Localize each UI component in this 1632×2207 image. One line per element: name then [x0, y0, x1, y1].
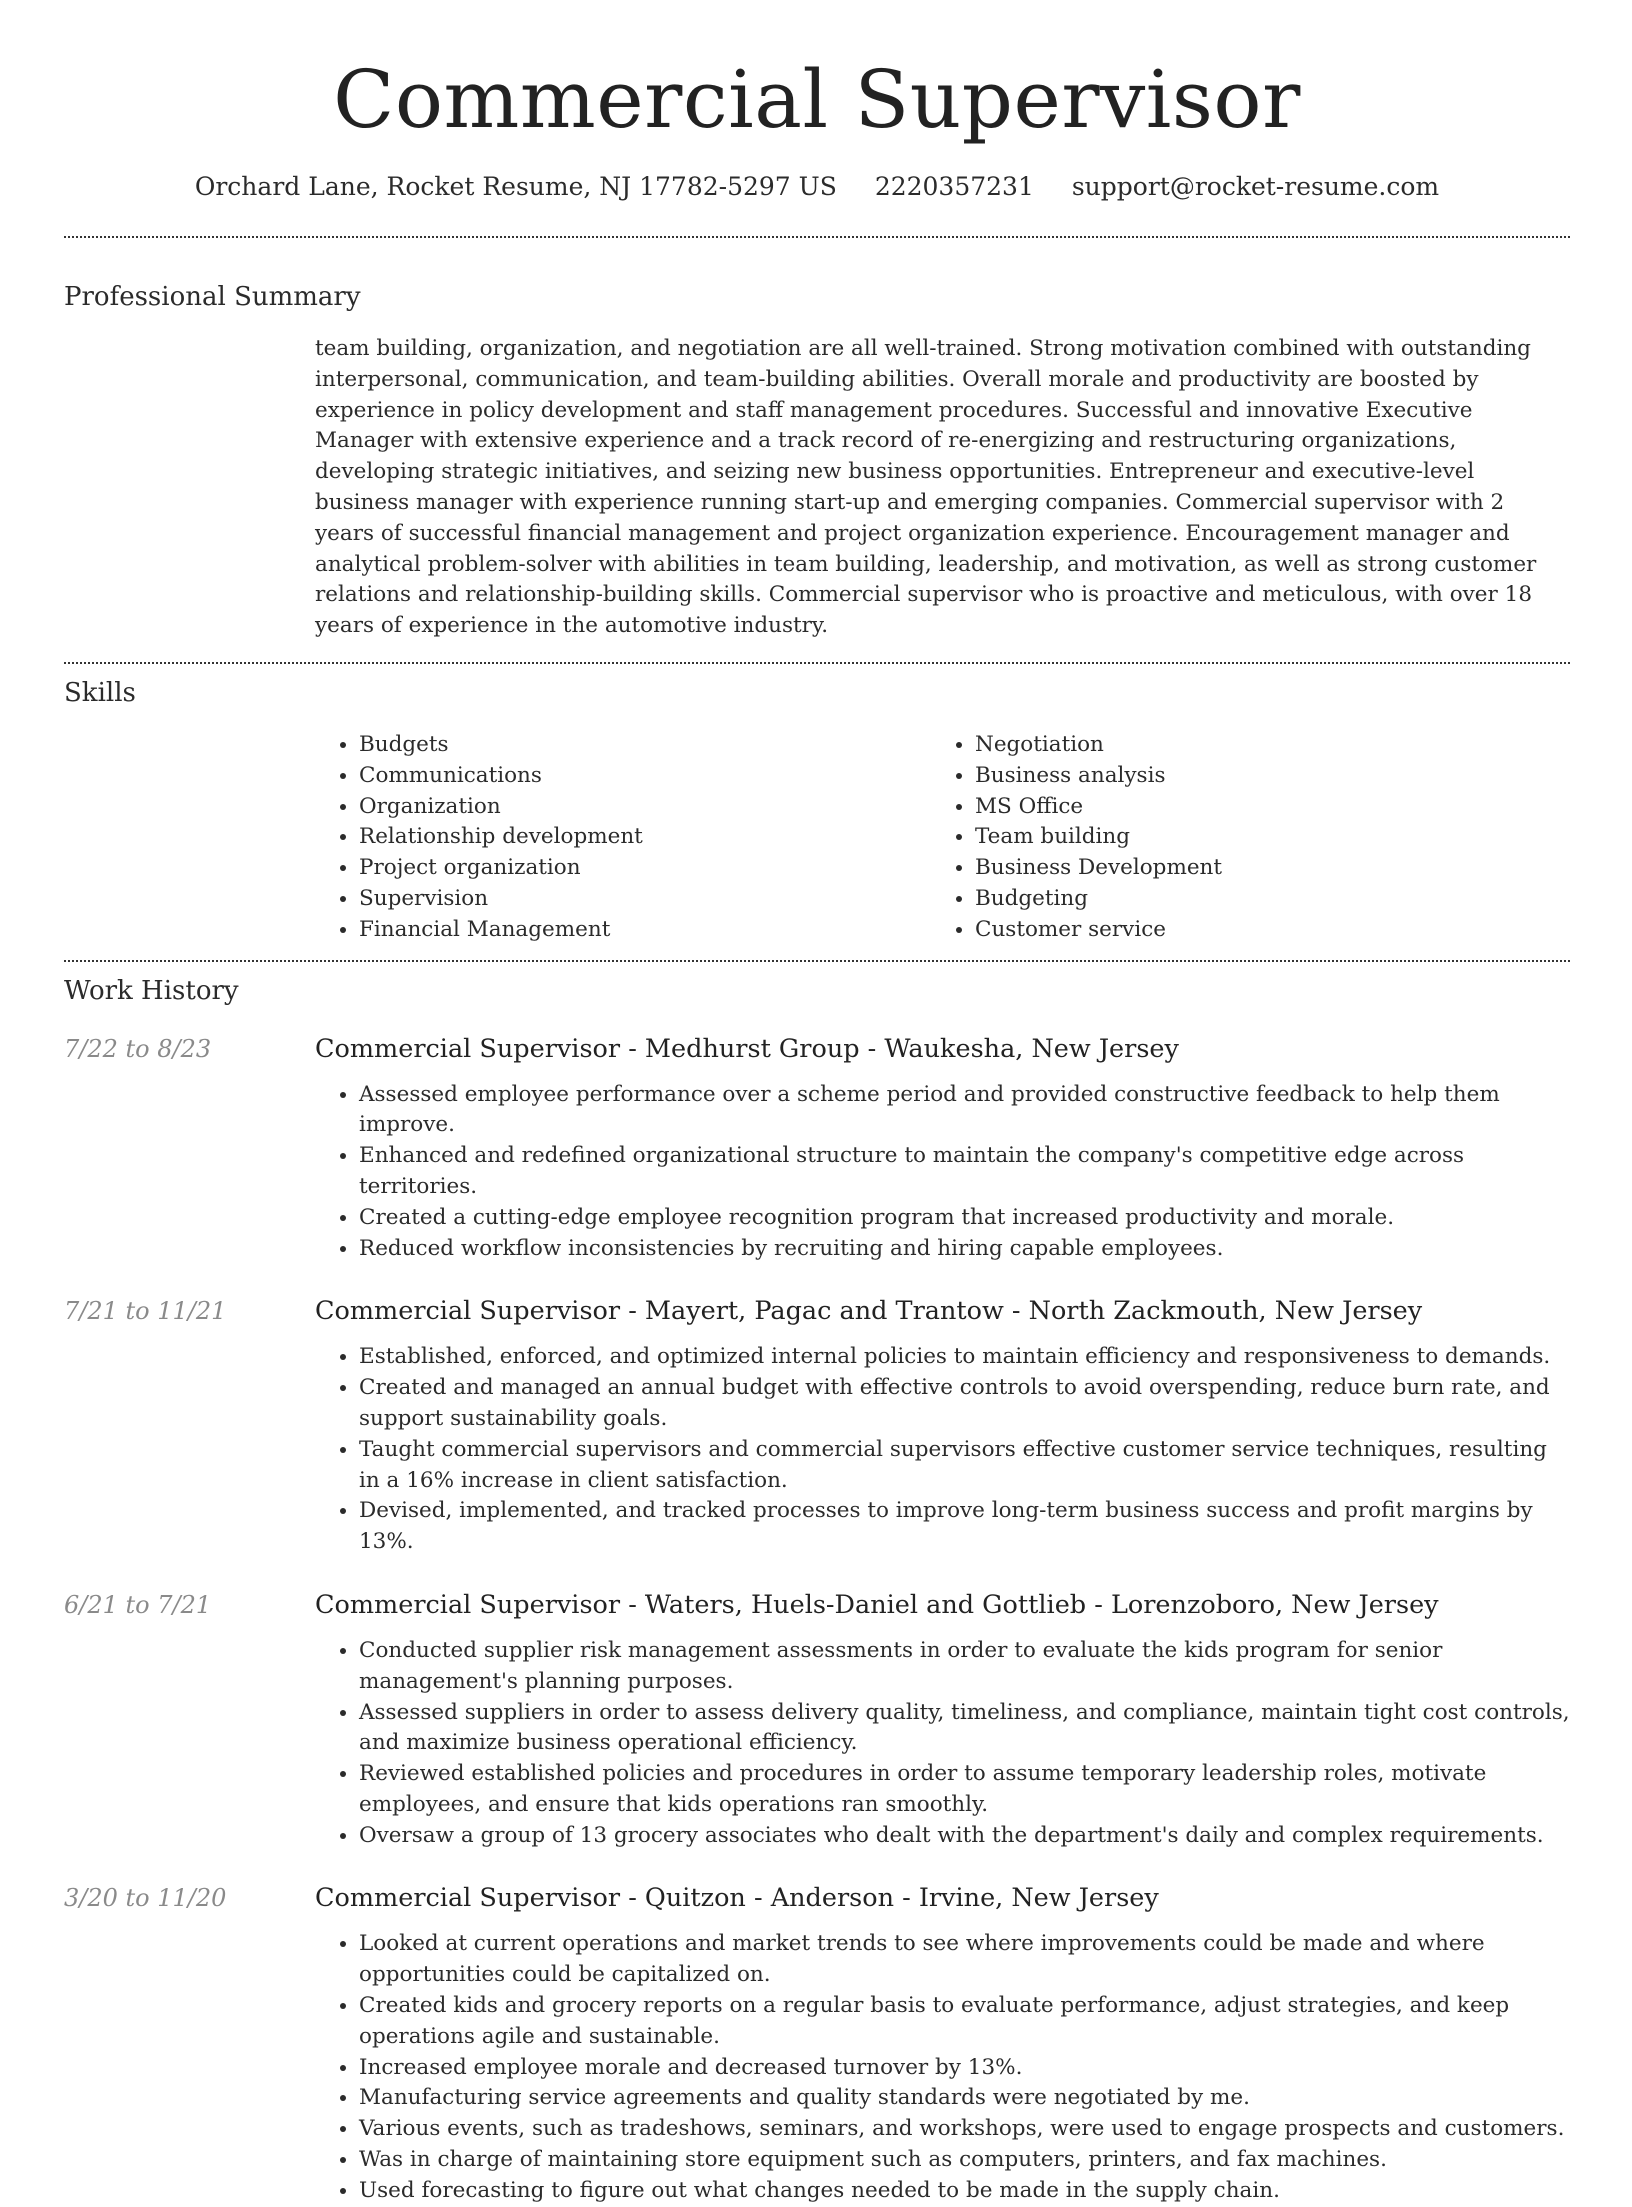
job-bullet: • Created and managed an annual budget with effective controls to avoid overspending, reduce burn rate, and support sustainability goals. [359, 1373, 1570, 1435]
section-title-summary: Professional Summary [64, 282, 361, 312]
skills-list-left [315, 730, 931, 946]
contact-phone: 2220357231 [874, 172, 1034, 201]
job-entry [64, 1881, 1570, 2206]
skill-item: • Financial Management [359, 915, 931, 946]
job-bullet: • Manufacturing service agreements and quality standards were negotiated by me. [359, 2083, 1570, 2114]
job-bullet: • Devised, implemented, and tracked processes to improve long-term business success and profit margins by 13%. [359, 1496, 1570, 1558]
skills-list-right [931, 730, 1547, 946]
job-dates: 6/21 to 7/21 [64, 1590, 212, 1619]
job-heading: Commercial Supervisor - Medhurst Group - Waukesha, New Jersey [315, 1033, 1179, 1064]
job-dates: 7/22 to 8/23 [64, 1034, 212, 1063]
skill-item: • Business analysis [975, 761, 1547, 792]
job-bullets [315, 1636, 1570, 1852]
skill-item: • Organization [359, 792, 931, 823]
skill-item: • Budgets [359, 730, 931, 761]
job-bullet: • Was in charge of maintaining store equipment such as computers, printers, and fax machines. [359, 2145, 1570, 2176]
skill-item: • Business Development [975, 853, 1547, 884]
job-bullet: • Assessed employee performance over a scheme period and provided constructive feedback to help them improve. [359, 1080, 1570, 1142]
section-divider [64, 662, 1570, 664]
job-entry [64, 1294, 1570, 1558]
job-dates: 3/20 to 11/20 [64, 1884, 227, 1913]
job-dates: 7/21 to 11/21 [64, 1297, 227, 1326]
skill-item: • Supervision [359, 884, 931, 915]
job-heading: Commercial Supervisor - Waters, Huels-Daniel and Gottlieb - Lorenzoboro, New Jersey [315, 1589, 1439, 1620]
section-divider [64, 236, 1570, 238]
contact-line [64, 170, 1570, 204]
skill-item: • Relationship development [359, 822, 931, 853]
job-entry [64, 1588, 1570, 1852]
skill-item: • Team building [975, 822, 1547, 853]
job-heading: Commercial Supervisor - Quitzon - Anderson - Irvine, New Jersey [315, 1883, 1159, 1914]
contact-email: support@rocket-resume.com [1071, 172, 1440, 201]
job-bullets [315, 1080, 1570, 1265]
job-bullet: • Created a cutting-edge employee recognition program that increased productivity and morale. [359, 1203, 1570, 1234]
skills-columns [315, 730, 1570, 946]
job-bullet: • Oversaw a group of 13 grocery associates who dealt with the department's daily and complex requirements. [359, 1821, 1570, 1852]
skill-item: • Negotiation [975, 730, 1547, 761]
job-bullet: • Used forecasting to figure out what changes needed to be made in the supply chain. [359, 2176, 1570, 2207]
skill-item: • Communications [359, 761, 931, 792]
job-bullet: • Various events, such as tradeshows, seminars, and workshops, were used to engage prospects and customers. [359, 2114, 1570, 2145]
job-bullet: • Looked at current operations and market trends to see where improvements could be made and where opportunities could be capitalized on. [359, 1929, 1570, 1991]
job-bullet: • Reviewed established policies and procedures in order to assume temporary leadership roles, motivate employees, and ensure that kids operations ran smoothly. [359, 1759, 1570, 1821]
skill-item: • Budgeting [975, 884, 1547, 915]
section-title-skills: Skills [64, 677, 136, 708]
job-bullets [315, 1929, 1570, 2206]
skill-item: • MS Office [975, 792, 1547, 823]
contact-address: Orchard Lane, Rocket Resume, NJ 17782-5297 US [194, 172, 837, 201]
job-bullets [315, 1342, 1570, 1558]
job-bullet: • Conducted supplier risk management assessments in order to evaluate the kids program for senior management's planning purposes. [359, 1636, 1570, 1698]
job-bullet: • Established, enforced, and optimized internal policies to maintain efficiency and responsiveness to demands. [359, 1342, 1570, 1373]
resume-page [64, 0, 1570, 2207]
job-bullet: • Reduced workflow inconsistencies by recruiting and hiring capable employees. [359, 1234, 1570, 1265]
skill-item: • Customer service [975, 915, 1547, 946]
summary-text: team building, organization, and negotiation are all well-trained. Strong motivation combined with outstanding interpersonal, communication, and team-building abilities. Overall morale and productivity are boosted by experience in policy development and staff management procedures. Successful and innovative Executive Manager with extensive experience and a track record of re-energizing and restructuring organizations, developing strategic initiatives, and seizing new business opportunities. Entrepreneur and executive-level business manager with experience running start-up and emerging companies. Commercial supervisor with 2 years of successful financial management and project organization experience. Encouragement manager and analytical problem-solver with abilities in team building, leadership, and motivation, as well as strong customer relations and relationship-building skills. Commercial supervisor who is proactive and meticulous, with over 18 years of experience in the automotive industry. [315, 336, 1537, 639]
section-title-work-history: Work History [64, 975, 239, 1006]
job-bullet: • Enhanced and redefined organizational structure to maintain the company's competitive edge across territories. [359, 1141, 1570, 1203]
job-bullet: • Increased employee morale and decreased turnover by 13%. [359, 2053, 1570, 2084]
section-divider [64, 960, 1570, 962]
job-entry [64, 1032, 1570, 1265]
job-heading: Commercial Supervisor - Mayert, Pagac and Trantow - North Zackmouth, New Jersey [315, 1296, 1423, 1327]
skill-item: • Project organization [359, 853, 931, 884]
job-bullet: • Taught commercial supervisors and commercial supervisors effective customer service techniques, resulting in a 16% increase in client satisfaction. [359, 1435, 1570, 1497]
candidate-name: Commercial Supervisor [333, 53, 1301, 146]
job-bullet: • Assessed suppliers in order to assess delivery quality, timeliness, and compliance, maintain tight cost controls, and maximize business operational efficiency. [359, 1698, 1570, 1760]
job-bullet: • Created kids and grocery reports on a regular basis to evaluate performance, adjust strategies, and keep operations agile and sustainable. [359, 1991, 1570, 2053]
